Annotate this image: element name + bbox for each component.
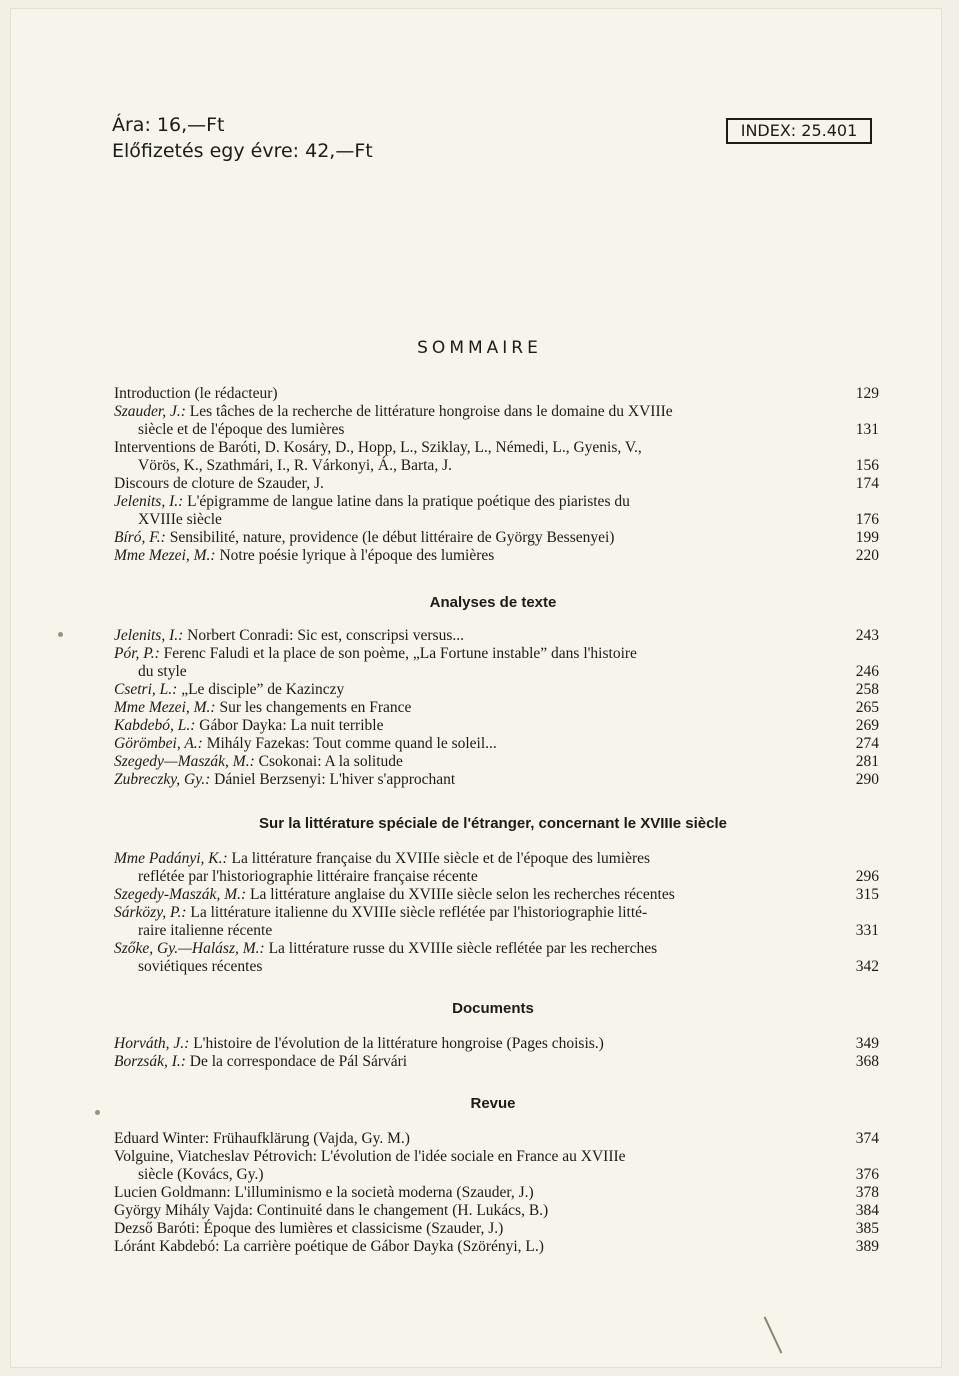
toc-entry-title: La littérature anglaise du XVIIIe siècle selon les recherches récentes bbox=[250, 886, 675, 903]
toc-entry-author: Borzsák, I.: bbox=[114, 1053, 186, 1070]
sommaire-title: SOMMAIRE bbox=[417, 338, 542, 358]
toc-entry-line bbox=[114, 547, 829, 565]
toc-entry-text bbox=[114, 1220, 879, 1238]
toc-entry-author: Sárközy, P.: bbox=[114, 904, 187, 921]
toc-entry-title: Eduard Winter: Frühaufklärung (Vajda, Gy. M.) bbox=[114, 1130, 410, 1147]
toc-entry-page: 368 bbox=[855, 1053, 879, 1070]
toc-entry-line bbox=[114, 1130, 829, 1148]
documents-title: Documents bbox=[452, 1000, 534, 1017]
toc-entry-text bbox=[114, 1148, 879, 1184]
toc-entry-page: 243 bbox=[855, 627, 879, 644]
toc-entry-author: Horváth, J.: bbox=[114, 1035, 190, 1052]
toc-entry bbox=[114, 850, 879, 886]
toc-entry-line bbox=[114, 1148, 829, 1166]
toc-entry-text bbox=[114, 850, 879, 886]
toc-entry-line bbox=[114, 1035, 829, 1053]
toc-entry-page: 384 bbox=[855, 1202, 879, 1219]
toc-entry-page: 349 bbox=[855, 1035, 879, 1052]
toc-entry-text bbox=[114, 493, 879, 529]
toc-entry-text bbox=[114, 547, 879, 565]
toc-entry-line bbox=[114, 421, 829, 439]
toc-entry-line bbox=[114, 850, 829, 868]
toc-entry bbox=[114, 627, 879, 645]
toc-entry bbox=[114, 1035, 879, 1053]
toc-entry-title: György Mihály Vajda: Continuité dans le changement (H. Lukács, B.) bbox=[114, 1202, 549, 1219]
toc-entry bbox=[114, 753, 879, 771]
toc-entry-line bbox=[114, 1202, 829, 1220]
price-block bbox=[112, 112, 373, 164]
toc-entry-title: Dániel Berzsenyi: L'hiver s'approchant bbox=[214, 771, 456, 788]
toc-entry-page: 290 bbox=[855, 771, 879, 788]
toc-entry-line bbox=[114, 717, 829, 735]
toc-entry-title: „Le disciple” de Kazinczy bbox=[181, 681, 345, 698]
toc-entry-page: 389 bbox=[855, 1238, 879, 1255]
toc-entry-text bbox=[114, 1202, 879, 1220]
toc-entry bbox=[114, 940, 879, 976]
toc-entry-text bbox=[114, 735, 879, 753]
toc-entry-title: raire italienne récente bbox=[138, 922, 273, 939]
toc-entry-page: 156 bbox=[855, 457, 879, 474]
toc-entry-text bbox=[114, 385, 879, 403]
toc-entry-page: 129 bbox=[855, 385, 879, 402]
toc-entry-title: soviétiques récentes bbox=[138, 958, 263, 975]
toc-entry-line bbox=[114, 1053, 829, 1071]
toc-entry-text bbox=[114, 681, 879, 699]
toc-entry-title: Csokonai: A la solitude bbox=[258, 753, 403, 770]
revue-title: Revue bbox=[470, 1095, 516, 1112]
toc-entry bbox=[114, 771, 879, 789]
toc-entry-line bbox=[114, 385, 829, 403]
toc-entry-author: Bíró, F.: bbox=[114, 529, 166, 546]
toc-entry bbox=[114, 475, 879, 493]
toc-entry-page: 281 bbox=[855, 753, 879, 770]
paper-speck bbox=[95, 1110, 100, 1115]
toc-entry-text bbox=[114, 717, 879, 735]
toc-entry-text bbox=[114, 1035, 879, 1053]
analyses-title: Analyses de texte bbox=[429, 594, 557, 611]
toc-entry-title: Volguine, Viatcheslav Pétrovich: L'évolution de l'idée sociale en France au XVIIIe bbox=[114, 1148, 626, 1165]
toc-entry-line bbox=[114, 699, 829, 717]
paper-speck bbox=[58, 632, 63, 637]
toc-entry-title: Les tâches de la recherche de littérature hongroise dans le domaine du XVIIIe bbox=[189, 403, 673, 420]
toc-entry-line bbox=[114, 1238, 829, 1256]
toc-entry-line bbox=[114, 457, 829, 475]
toc-entry bbox=[114, 1184, 879, 1202]
toc-entry-text bbox=[114, 439, 879, 475]
sommaire-list bbox=[114, 385, 879, 565]
toc-entry-line bbox=[114, 940, 829, 958]
toc-entry-line bbox=[114, 475, 829, 493]
toc-entry-line bbox=[114, 771, 829, 789]
toc-entry-line bbox=[114, 627, 829, 645]
toc-entry-page: 246 bbox=[855, 663, 879, 680]
toc-entry-author: Jelenits, I.: bbox=[114, 493, 184, 510]
toc-entry-title: La littérature italienne du XVIIIe siècle reflétée par l'historiographie litté- bbox=[190, 904, 648, 921]
toc-entry-line bbox=[114, 1166, 829, 1184]
toc-entry-text bbox=[114, 753, 879, 771]
toc-entry-page: 342 bbox=[855, 958, 879, 975]
toc-entry-page: 385 bbox=[855, 1220, 879, 1237]
toc-entry-title: La littérature française du XVIIIe siècle et de l'époque des lumières bbox=[231, 850, 651, 867]
toc-entry-line bbox=[114, 904, 829, 922]
toc-entry-page: 331 bbox=[855, 922, 879, 939]
toc-entry-page: 376 bbox=[855, 1166, 879, 1183]
toc-entry-title: Ferenc Faludi et la place de son poème, „La Fortune instable” dans l'histoire bbox=[163, 645, 637, 662]
toc-entry bbox=[114, 1238, 879, 1256]
toc-entry bbox=[114, 645, 879, 681]
toc-entry-text bbox=[114, 886, 879, 904]
toc-entry bbox=[114, 699, 879, 717]
toc-entry bbox=[114, 1148, 879, 1184]
toc-entry-line bbox=[114, 645, 829, 663]
toc-entry-title: Interventions de Baróti, D. Kosáry, D., Hopp, L., Sziklay, L., Némedi, L., Gyenis, V., bbox=[114, 439, 642, 456]
etranger-title: Sur la littérature spéciale de l'étranger, concernant le XVIIIe siècle bbox=[259, 815, 727, 832]
toc-entry-page: 220 bbox=[855, 547, 879, 564]
toc-entry-title: L'histoire de l'évolution de la littérature hongroise (Pages choisis.) bbox=[193, 1035, 604, 1052]
toc-entry-title: du style bbox=[138, 663, 187, 680]
toc-entry-page: 315 bbox=[855, 886, 879, 903]
toc-entry-title: L'épigramme de langue latine dans la pratique poétique des piaristes du bbox=[187, 493, 630, 510]
toc-entry-title: Sur les changements en France bbox=[219, 699, 412, 716]
toc-entry-title: Dezső Baróti: Époque des lumières et classicisme (Szauder, J.) bbox=[114, 1220, 504, 1237]
toc-entry-page: 176 bbox=[855, 511, 879, 528]
toc-entry bbox=[114, 681, 879, 699]
toc-entry-page: 269 bbox=[855, 717, 879, 734]
toc-entry-line bbox=[114, 958, 829, 976]
toc-entry-text bbox=[114, 699, 879, 717]
index-box: INDEX: 25.401 bbox=[726, 118, 872, 144]
toc-entry-title: De la correspondace de Pál Sárvári bbox=[189, 1053, 408, 1070]
toc-entry-title: Lóránt Kabdebó: La carrière poétique de Gábor Dayka (Szörényi, L.) bbox=[114, 1238, 544, 1255]
toc-entry-author: Csetri, L.: bbox=[114, 681, 178, 698]
toc-entry-text bbox=[114, 403, 879, 439]
toc-entry-title: Sensibilité, nature, providence (le début littéraire de György Bessenyei) bbox=[169, 529, 615, 546]
toc-entry-title: Mihály Fazekas: Tout comme quand le soleil... bbox=[206, 735, 497, 752]
toc-entry-title: reflétée par l'historiographie littéraire française récente bbox=[138, 868, 478, 885]
toc-entry-page: 131 bbox=[855, 421, 879, 438]
toc-entry-text bbox=[114, 940, 879, 976]
toc-entry-page: 296 bbox=[855, 868, 879, 885]
toc-entry-author: Jelenits, I.: bbox=[114, 627, 184, 644]
toc-entry-author: Szőke, Gy.—Halász, M.: bbox=[114, 940, 265, 957]
toc-entry-page: 374 bbox=[855, 1130, 879, 1147]
toc-entry bbox=[114, 1220, 879, 1238]
toc-entry-author: Mme Mezei, M.: bbox=[114, 699, 216, 716]
toc-entry bbox=[114, 493, 879, 529]
toc-entry-title: Lucien Goldmann: L'illuminismo e la società moderna (Szauder, J.) bbox=[114, 1184, 534, 1201]
toc-entry bbox=[114, 886, 879, 904]
toc-entry-line bbox=[114, 529, 829, 547]
toc-entry bbox=[114, 735, 879, 753]
toc-entry bbox=[114, 385, 879, 403]
toc-entry-title: Notre poésie lyrique à l'époque des lumières bbox=[219, 547, 495, 564]
toc-entry-line bbox=[114, 922, 829, 940]
toc-entry-title: Gábor Dayka: La nuit terrible bbox=[199, 717, 384, 734]
toc-entry-text bbox=[114, 904, 879, 940]
toc-entry-line bbox=[114, 1184, 829, 1202]
toc-entry-line bbox=[114, 886, 829, 904]
toc-entry-text bbox=[114, 529, 879, 547]
toc-entry bbox=[114, 547, 879, 565]
toc-entry-line bbox=[114, 439, 829, 457]
toc-entry bbox=[114, 403, 879, 439]
toc-entry-page: 265 bbox=[855, 699, 879, 716]
toc-entry-line bbox=[114, 511, 829, 529]
toc-entry-author: Szauder, J.: bbox=[114, 403, 186, 420]
toc-entry-title: Norbert Conradi: Sic est, conscripsi versus... bbox=[187, 627, 464, 644]
etranger-list bbox=[114, 850, 879, 976]
toc-entry-author: Mme Padányi, K.: bbox=[114, 850, 228, 867]
toc-entry-line bbox=[114, 1220, 829, 1238]
toc-entry-title: siècle (Kovács, Gy.) bbox=[138, 1166, 264, 1183]
toc-entry-line bbox=[114, 681, 829, 699]
toc-entry-line bbox=[114, 735, 829, 753]
toc-entry-author: Pór, P.: bbox=[114, 645, 160, 662]
price-line: Ára: 16,—Ft bbox=[112, 114, 225, 136]
toc-entry-author: Szegedy—Maszák, M.: bbox=[114, 753, 255, 770]
toc-entry-text bbox=[114, 645, 879, 681]
toc-entry-page: 258 bbox=[855, 681, 879, 698]
toc-entry-title: Vörös, K., Szathmári, I., R. Várkonyi, Á., Barta, J. bbox=[138, 457, 452, 474]
toc-entry-line bbox=[114, 493, 829, 511]
toc-entry-line bbox=[114, 753, 829, 771]
toc-entry bbox=[114, 717, 879, 735]
toc-entry-text bbox=[114, 1053, 879, 1071]
toc-entry-author: Szegedy-Maszák, M.: bbox=[114, 886, 247, 903]
toc-entry-text bbox=[114, 475, 879, 493]
toc-entry-author: Mme Mezei, M.: bbox=[114, 547, 216, 564]
toc-entry-text bbox=[114, 1184, 879, 1202]
toc-entry bbox=[114, 1053, 879, 1071]
toc-entry bbox=[114, 439, 879, 475]
toc-entry bbox=[114, 904, 879, 940]
toc-entry bbox=[114, 1130, 879, 1148]
revue-list bbox=[114, 1130, 879, 1256]
toc-entry-title: XVIIIe siècle bbox=[138, 511, 222, 528]
toc-entry-author: Zubreczky, Gy.: bbox=[114, 771, 211, 788]
toc-entry-text bbox=[114, 627, 879, 645]
toc-entry-title: Introduction (le rédacteur) bbox=[114, 385, 278, 402]
toc-entry-page: 378 bbox=[855, 1184, 879, 1201]
toc-entry-author: Kabdebó, L.: bbox=[114, 717, 196, 734]
toc-entry-page: 174 bbox=[855, 475, 879, 492]
documents-list bbox=[114, 1035, 879, 1071]
toc-entry-author: Görömbei, A.: bbox=[114, 735, 203, 752]
toc-entry-title: Discours de cloture de Szauder, J. bbox=[114, 475, 324, 492]
toc-entry-title: siècle et de l'époque des lumières bbox=[138, 421, 345, 438]
toc-entry-text bbox=[114, 1130, 879, 1148]
toc-entry-line bbox=[114, 868, 829, 886]
toc-entry-line bbox=[114, 403, 829, 421]
analyses-list bbox=[114, 627, 879, 789]
toc-entry-title: La littérature russe du XVIIIe siècle reflétée par les recherches bbox=[268, 940, 658, 957]
toc-entry bbox=[114, 529, 879, 547]
toc-entry-text bbox=[114, 771, 879, 789]
subscription-line: Előfizetés egy évre: 42,—Ft bbox=[112, 140, 373, 162]
toc-entry-page: 274 bbox=[855, 735, 879, 752]
toc-entry-page: 199 bbox=[855, 529, 879, 546]
toc-entry-text bbox=[114, 1238, 879, 1256]
toc-entry bbox=[114, 1202, 879, 1220]
toc-entry-line bbox=[114, 663, 829, 681]
